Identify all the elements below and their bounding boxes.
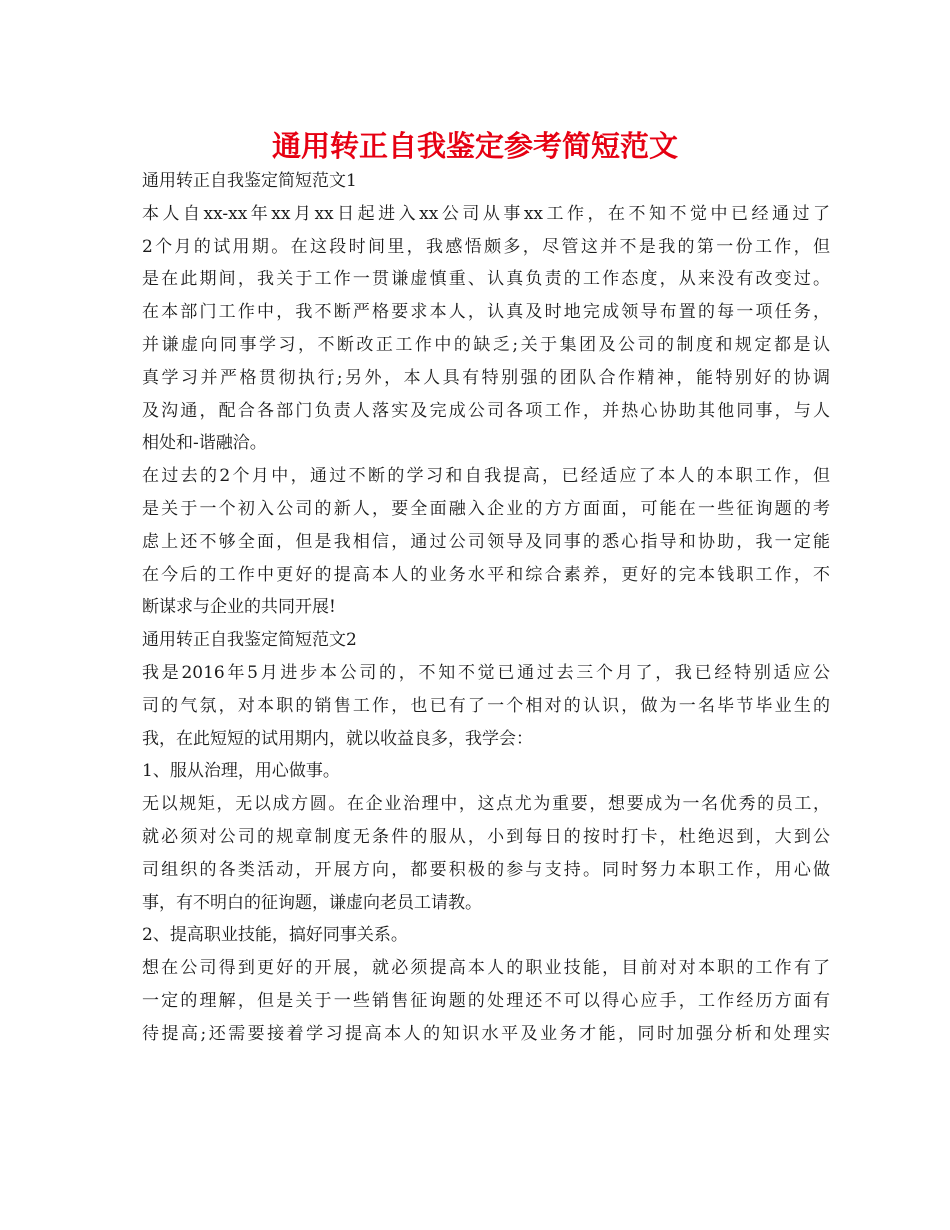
body-text-line: 及沟通，配合各部门负责人落实及完成公司各项工作，并热心协助其他同事，与人: [142, 400, 830, 421]
body-text-line: 虑上还不够全面，但是我相信，通过公司领导及同事的悉心指导和协助，我一定能: [142, 531, 830, 552]
body-text-line: 司组织的各类活动，开展方向，都要积极的参与支持。同时努力本职工作，用心做: [142, 859, 830, 880]
body-text-line: 断谋求与企业的共同开展!: [142, 597, 336, 618]
body-text-line: 1、服从治理，用心做事。: [142, 761, 340, 782]
body-text-line: 真学习并严格贯彻执行;另外，本人具有特别强的团队合作精神，能特别好的协调: [142, 367, 830, 388]
body-text-line: 想在公司得到更好的开展，就必须提高本人的职业技能，目前对对本职的工作有了: [142, 958, 830, 979]
body-text-line: 并谦虚向同事学习，不断改正工作中的缺乏;关于集团及公司的制度和规定都是认: [142, 334, 830, 355]
body-text-line: 事，有不明白的征询题，谦虚向老员工请教。: [142, 892, 482, 913]
body-text-line: 本人自xx-xx年xx月xx日起进入xx公司从事xx工作，在不知不觉中已经通过了: [142, 203, 830, 224]
body-text-line: 在今后的工作中更好的提高本人的业务水平和综合素养，更好的完本钱职工作，不: [142, 564, 830, 585]
body-text-line: 待提高;还需要接着学习提高本人的知识水平及业务才能，同时加强分析和处理实: [142, 1023, 830, 1044]
body-text-line: 一定的理解，但是关于一些销售征询题的处理还不可以得心应手，工作经历方面有: [142, 990, 830, 1011]
body-text-line: 在本部门工作中，我不断严格要求本人，认真及时地完成领导布置的每一项任务，: [142, 302, 830, 323]
body-text-line: 相处和-谐融洽。: [142, 433, 267, 454]
body-text-line: 在过去的2个月中，通过不断的学习和自我提高，已经适应了本人的本职工作，但: [142, 466, 830, 487]
body-text-line: 司的气氛，对本职的销售工作，也已有了一个相对的认识，做为一名毕节毕业生的: [142, 695, 830, 716]
body-text-line: 通用转正自我鉴定简短范文2: [142, 630, 357, 651]
body-text-line: 我，在此短短的试用期内，就以收益良多，我学会：: [142, 728, 533, 749]
document-body: [142, 165, 830, 1051]
document-title: 通用转正自我鉴定参考简短范文: [271, 129, 678, 163]
body-text-line: 是在此期间，我关于工作一贯谦虚慎重、认真负责的工作态度，从来没有改变过。: [142, 269, 830, 290]
body-text-line: 2、提高职业技能，搞好同事关系。: [142, 925, 408, 946]
body-text-line: 就必须对公司的规章制度无条件的服从，小到每日的按时打卡，杜绝迟到，大到公: [142, 826, 830, 847]
body-text-line: 我是2016年5月进步本公司的，不知不觉已通过去三个月了，我已经特别适应公: [142, 662, 830, 683]
body-text-line: 是关于一个初入公司的新人，要全面融入企业的方方面面，可能在一些征询题的考: [142, 498, 830, 519]
body-text-line: 通用转正自我鉴定简短范文1: [142, 171, 357, 191]
body-text-line: 2个月的试用期。在这段时间里，我感悟颇多，尽管这并不是我的第一份工作，但: [142, 236, 830, 257]
body-text-line: 无以规矩，无以成方圆。在企业治理中，这点尤为重要，想要成为一名优秀的员工，: [142, 794, 830, 815]
